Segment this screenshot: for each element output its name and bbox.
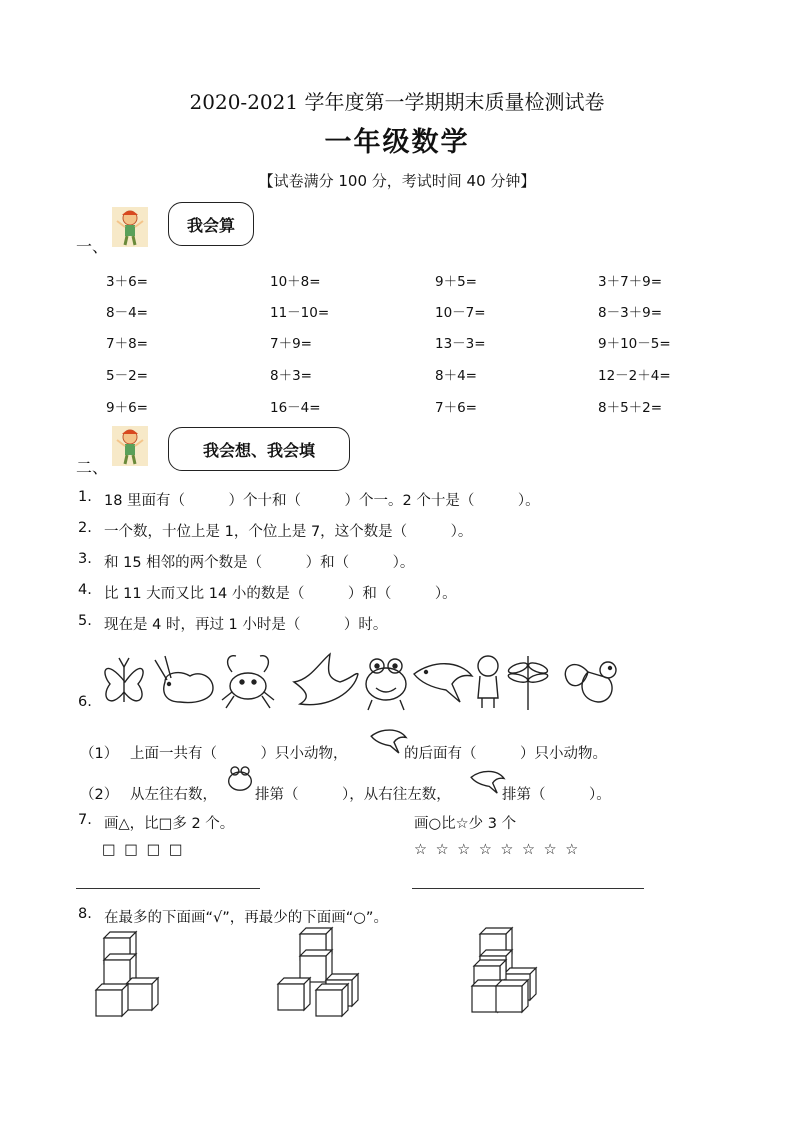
calc-item: 7＋9= <box>270 336 312 352</box>
question-text: 在最多的下面画“√”，再最少的下面画“○”。 <box>104 910 388 926</box>
section2-bubble-label: 我会想、我会填 <box>202 440 315 460</box>
child-icon <box>112 207 148 247</box>
question-number: 7. <box>78 812 92 828</box>
sub-question-label: （1） <box>80 746 119 762</box>
squares-row: □ □ □ □ <box>102 842 185 858</box>
question-text: 画○比☆少 3 个 <box>414 816 517 832</box>
question-number: 3. <box>78 551 92 567</box>
squirrel-icon <box>565 662 616 702</box>
question-text: 一个数，十位上是 1，个位上是 7，这个数是（ ）。 <box>104 524 473 540</box>
question-text: 画△，比□多 2 个。 <box>104 816 235 832</box>
rabbit-icon <box>155 656 213 702</box>
calc-item: 7＋8= <box>106 336 148 352</box>
question-number: 4. <box>78 582 92 598</box>
calc-item: 8－4= <box>106 305 148 321</box>
section2-bubble <box>168 427 350 471</box>
dolphin-icon <box>370 722 406 754</box>
question-number: 5. <box>78 613 92 629</box>
calc-item: 9＋6= <box>106 400 148 416</box>
cube-stack-c <box>472 928 536 1012</box>
cube-stack-a <box>96 932 158 1016</box>
question-text: 现在是 4 时，再过 1 小时是（ ）时。 <box>104 617 388 633</box>
child-icon <box>112 426 148 466</box>
frog-icon <box>226 763 254 797</box>
question-number: 1. <box>78 489 92 505</box>
calc-item: 10＋8= <box>270 274 321 290</box>
question-text: 和 15 相邻的两个数是（ ）和（ ）。 <box>104 555 415 571</box>
calc-item: 11－10= <box>270 305 330 321</box>
sub-question-label: （2） <box>80 787 119 803</box>
dolphin-icon <box>414 664 472 702</box>
calc-item: 3＋7＋9= <box>598 274 663 290</box>
calc-item: 16－4= <box>270 400 321 416</box>
sub-question-text: 排第（ ）。 <box>502 787 611 803</box>
calc-item: 8－3＋9= <box>598 305 663 321</box>
frog-icon <box>366 659 406 710</box>
question-number: 8. <box>78 906 92 922</box>
exam-note: 【试卷满分 100 分，考试时间 40 分钟】 <box>258 172 536 190</box>
calc-item: 10－7= <box>435 305 486 321</box>
stars-row: ☆ ☆ ☆ ☆ ☆ ☆ ☆ ☆ <box>414 842 581 858</box>
calc-item: 8＋4= <box>435 368 477 384</box>
section1-bubble <box>168 202 254 246</box>
question-text: 比 11 大而又比 14 小的数是（ ）和（ ）。 <box>104 586 457 602</box>
cube-stack-b <box>278 928 358 1016</box>
calc-item: 12－2＋4= <box>598 368 671 384</box>
dolphin-icon <box>470 764 504 794</box>
question-number: 2. <box>78 520 92 536</box>
calc-item: 13－3= <box>435 336 486 352</box>
answer-line <box>412 888 644 889</box>
section1-bubble-label: 我会算 <box>186 215 235 235</box>
sub-question-text: 的后面有（ ）只小动物。 <box>404 746 607 762</box>
dragonfly-icon <box>507 656 549 710</box>
answer-line <box>76 888 260 889</box>
section2-number: 二、 <box>76 458 109 477</box>
crab-icon <box>222 656 274 708</box>
calc-item: 8＋3= <box>270 368 312 384</box>
animal-row <box>100 652 630 712</box>
calc-item: 5－2= <box>106 368 148 384</box>
question-number: 6. <box>78 694 92 710</box>
calc-item: 7＋6= <box>435 400 477 416</box>
calc-item: 9＋10－5= <box>598 336 671 352</box>
calc-item: 8＋5＋2= <box>598 400 663 416</box>
calc-item: 3＋6= <box>106 274 148 290</box>
section1-number: 一、 <box>76 237 109 256</box>
monkey-icon <box>478 656 498 708</box>
calc-item: 9＋5= <box>435 274 477 290</box>
sub-question-text: 上面一共有（ ）只小动物， <box>130 746 348 762</box>
question-text: 18 里面有（ ）个十和（ ）个一。2 个十是（ ）。 <box>104 493 540 509</box>
sub-question-text: 排第（ ），从右往左数， <box>255 787 451 803</box>
exam-title: 2020-2021 学年度第一学期期末质量检测试卷 <box>189 90 605 114</box>
cube-stacks <box>90 928 560 1023</box>
sub-question-text: 从左往右数， <box>130 787 217 803</box>
subject-title: 一年级数学 <box>324 127 470 158</box>
butterfly-icon <box>105 658 143 702</box>
dove-icon <box>294 654 358 705</box>
